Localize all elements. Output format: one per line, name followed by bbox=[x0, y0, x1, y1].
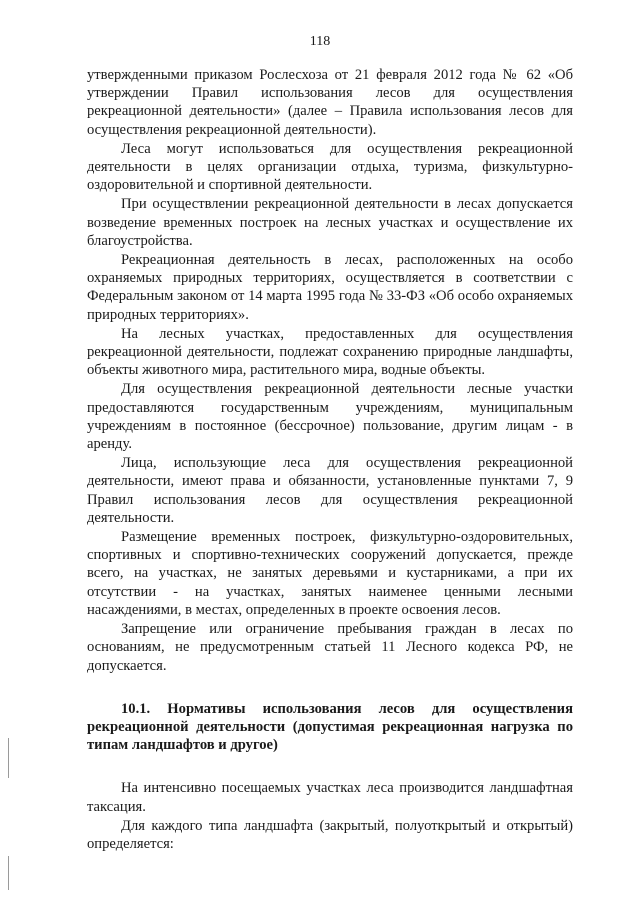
paragraph: утвержденными приказом Рослесхоза от 21 февраля 2012 года № 62 «Об утверждении Правил использования лесов для осуществления рекреационной деятельности» (далее – Правила использования лесов для осуществления рекреационной деятельности). bbox=[87, 67, 573, 138]
paragraph: Леса могут использоваться для осуществления рекреационной деятельности в целях организации отдыха, туризма, физкультурно-оздоровительной и спортивной деятельности. bbox=[87, 140, 573, 194]
section-heading: 10.1. Нормативы использования лесов для осуществления рекреационной деятельности (допустимая рекреационная нагрузка по типам ландшафтов и другое) bbox=[87, 700, 573, 754]
paragraph: Лица, использующие леса для осуществления рекреационной деятельности, имеют права и обязанности, установленные пунктами 7, 9 Правил использования лесов для осуществления рекреационной деятельности. bbox=[87, 455, 573, 526]
paragraph: Для каждого типа ландшафта (закрытый, полуоткрытый и открытый) определяется: bbox=[87, 817, 573, 852]
margin-scan-line bbox=[8, 856, 9, 890]
margin-scan-line bbox=[8, 738, 9, 778]
paragraph: Размещение временных построек, физкультурно-оздоровительных, спортивных и спортивно-технических сооружений допускается, прежде всего, на участках, не занятых деревьями и кустарниками, а при их отсутствии - на участках, занятых наименее ценными лесными насаждениями, в местах, определенных в проекте освоения лесов. bbox=[87, 529, 573, 618]
paragraph: Рекреационная деятельность в лесах, расположенных на особо охраняемых природных территориях, осуществляется в соответствии с Федеральным законом от 14 марта 1995 года № 33-ФЗ «Об особо охраняемых природных территориях». bbox=[87, 252, 573, 323]
paragraph: Для осуществления рекреационной деятельности лесные участки предоставляются государственным учреждениям, муниципальным учреждениям в постоянное (бессрочное) пользование, другим лицам - в аренду. bbox=[87, 381, 573, 453]
document-body bbox=[87, 66, 573, 853]
paragraph: Запрещение или ограничение пребывания граждан в лесах по основаниям, не предусмотренным статьей 11 Лесного кодекса РФ, не допускается. bbox=[87, 621, 573, 674]
paragraph: При осуществлении рекреационной деятельности в лесах допускается возведение временных построек на лесных участках и осуществление их благоустройства. bbox=[87, 196, 573, 249]
page-number: 118 bbox=[309, 34, 331, 49]
paragraph: На лесных участках, предоставленных для осуществления рекреационной деятельности, подлежат сохранению природные ландшафты, объекты животного мира, растительного мира, водные объекты. bbox=[87, 325, 573, 379]
paragraph: На интенсивно посещаемых участках леса производится ландшафтная таксация. bbox=[87, 780, 573, 815]
